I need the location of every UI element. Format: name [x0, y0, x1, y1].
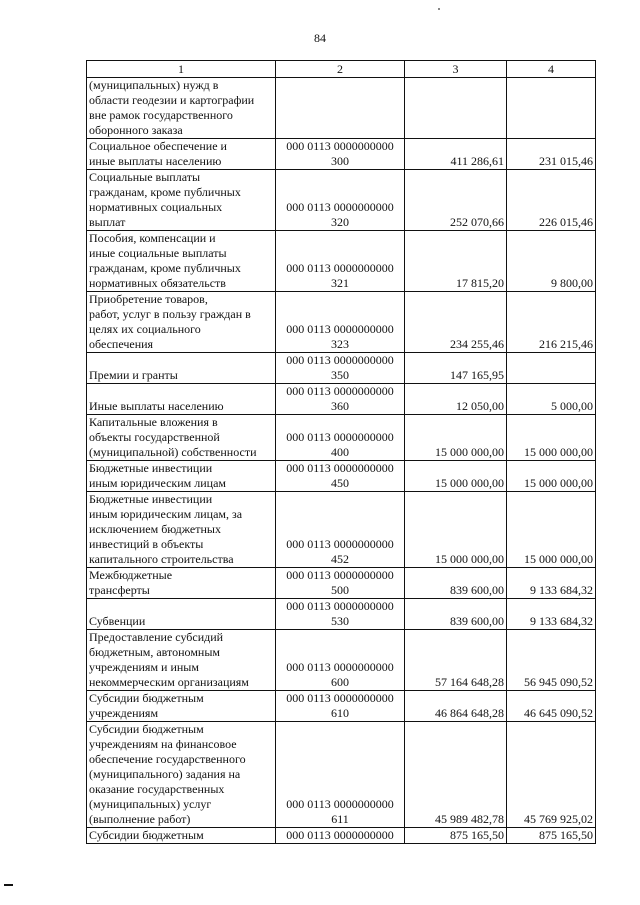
table-row — [87, 384, 596, 415]
row-name-cell: Иные выплаты населению — [87, 384, 276, 415]
row-name-cell: Субсидии бюджетным учреждениям на финансовое обеспечение государственного (муниципального) задания на оказание государственных (муниципальных) услуг (выполнение работ) — [87, 722, 276, 828]
row-value-col4: 875 165,50 — [507, 828, 596, 844]
row-code-cell: 000 0113 0000000000 300 — [276, 139, 405, 170]
header-cell-2: 2 — [276, 61, 405, 78]
row-name-cell: Премии и гранты — [87, 353, 276, 384]
row-name-cell: Бюджетные инвестиции иным юридическим лицам, за исключением бюджетных инвестиций в объекты капитального строительства — [87, 492, 276, 568]
row-value-col4: 15 000 000,00 — [507, 415, 596, 461]
row-value-col4: 45 769 925,02 — [507, 722, 596, 828]
row-code-cell: 000 0113 0000000000 450 — [276, 461, 405, 492]
row-value-col4 — [507, 353, 596, 384]
row-value-col3: 147 165,95 — [405, 353, 507, 384]
row-value-col3: 252 070,66 — [405, 170, 507, 231]
row-value-col3: 46 864 648,28 — [405, 691, 507, 722]
row-value-col3 — [405, 78, 507, 139]
table-row — [87, 292, 596, 353]
row-value-col4: 9 800,00 — [507, 231, 596, 292]
header-cell-3: 3 — [405, 61, 507, 78]
table-row — [87, 568, 596, 599]
row-name-cell: Субсидии бюджетным учреждениям — [87, 691, 276, 722]
row-code-cell: 000 0113 0000000000 — [276, 828, 405, 844]
row-code-cell: 000 0113 0000000000 530 — [276, 599, 405, 630]
row-name-cell: Бюджетные инвестиции иным юридическим лицам — [87, 461, 276, 492]
row-code-cell: 000 0113 0000000000 400 — [276, 415, 405, 461]
row-code-cell: 000 0113 0000000000 321 — [276, 231, 405, 292]
table-row — [87, 78, 596, 139]
table-row — [87, 170, 596, 231]
row-name-cell: Межбюджетные трансферты — [87, 568, 276, 599]
row-name-cell: Субсидии бюджетным — [87, 828, 276, 844]
row-value-col4: 231 015,46 — [507, 139, 596, 170]
row-code-cell: 000 0113 0000000000 611 — [276, 722, 405, 828]
table-row — [87, 599, 596, 630]
row-code-cell: 000 0113 0000000000 323 — [276, 292, 405, 353]
row-value-col3: 234 255,46 — [405, 292, 507, 353]
scan-dot — [438, 8, 440, 10]
table-row — [87, 461, 596, 492]
table-row — [87, 722, 596, 828]
row-value-col3: 875 165,50 — [405, 828, 507, 844]
table-row — [87, 691, 596, 722]
row-value-col3: 15 000 000,00 — [405, 415, 507, 461]
budget-table — [86, 60, 596, 844]
row-code-cell: 000 0113 0000000000 320 — [276, 170, 405, 231]
row-value-col3: 17 815,20 — [405, 231, 507, 292]
row-value-col4: 216 215,46 — [507, 292, 596, 353]
row-value-col3: 45 989 482,78 — [405, 722, 507, 828]
row-name-cell: Приобретение товаров, работ, услуг в пользу граждан в целях их социального обеспечения — [87, 292, 276, 353]
row-value-col4: 15 000 000,00 — [507, 492, 596, 568]
row-code-cell: 000 0113 0000000000 600 — [276, 630, 405, 691]
row-value-col3: 15 000 000,00 — [405, 492, 507, 568]
row-code-cell: 000 0113 0000000000 452 — [276, 492, 405, 568]
row-name-cell: Предоставление субсидий бюджетным, автономным учреждениям и иным некоммерческим организациям — [87, 630, 276, 691]
row-code-cell: 000 0113 0000000000 500 — [276, 568, 405, 599]
row-code-cell: 000 0113 0000000000 350 — [276, 353, 405, 384]
row-name-cell: Пособия, компенсации и иные социальные выплаты гражданам, кроме публичных нормативных обязательств — [87, 231, 276, 292]
row-value-col4: 5 000,00 — [507, 384, 596, 415]
row-value-col3: 15 000 000,00 — [405, 461, 507, 492]
row-value-col3: 12 050,00 — [405, 384, 507, 415]
margin-mark — [4, 884, 13, 886]
header-cell-4: 4 — [507, 61, 596, 78]
table-row — [87, 630, 596, 691]
table-row — [87, 492, 596, 568]
header-row — [87, 61, 596, 78]
row-value-col4: 9 133 684,32 — [507, 568, 596, 599]
row-value-col4 — [507, 78, 596, 139]
row-name-cell: Социальное обеспечение и иные выплаты населению — [87, 139, 276, 170]
row-name-cell: (муниципальных) нужд в области геодезии и картографии вне рамок государственного оборонного заказа — [87, 78, 276, 139]
row-value-col3: 57 164 648,28 — [405, 630, 507, 691]
row-value-col3: 839 600,00 — [405, 599, 507, 630]
table-row — [87, 353, 596, 384]
row-value-col3: 839 600,00 — [405, 568, 507, 599]
row-value-col4: 9 133 684,32 — [507, 599, 596, 630]
row-value-col4: 56 945 090,52 — [507, 630, 596, 691]
table-row — [87, 139, 596, 170]
row-code-cell — [276, 78, 405, 139]
row-value-col3: 411 286,61 — [405, 139, 507, 170]
row-code-cell: 000 0113 0000000000 610 — [276, 691, 405, 722]
header-cell-1: 1 — [87, 61, 276, 78]
row-value-col4: 46 645 090,52 — [507, 691, 596, 722]
row-value-col4: 226 015,46 — [507, 170, 596, 231]
row-value-col4: 15 000 000,00 — [507, 461, 596, 492]
row-name-cell: Субвенции — [87, 599, 276, 630]
table-row — [87, 231, 596, 292]
table-row — [87, 828, 596, 844]
row-name-cell: Социальные выплаты гражданам, кроме публичных нормативных социальных выплат — [87, 170, 276, 231]
page-number: 84 — [314, 31, 326, 45]
row-name-cell: Капитальные вложения в объекты государственной (муниципальной) собственности — [87, 415, 276, 461]
row-code-cell: 000 0113 0000000000 360 — [276, 384, 405, 415]
table-row — [87, 415, 596, 461]
